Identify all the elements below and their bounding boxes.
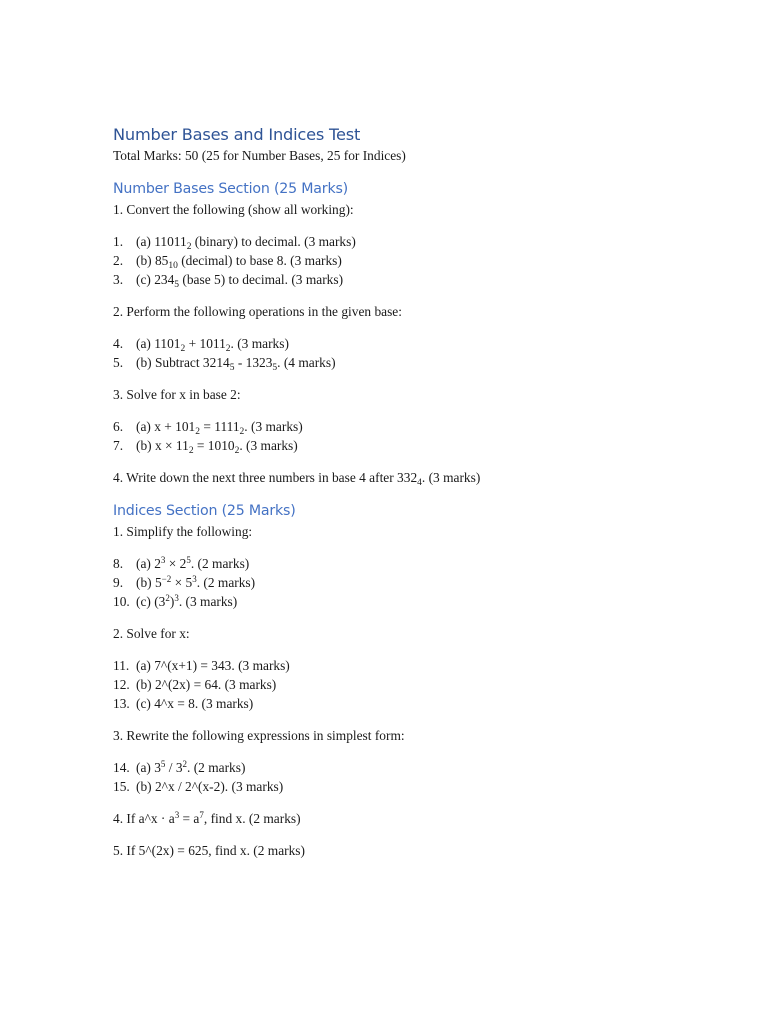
question-item [113, 675, 713, 694]
question-number: 10. [113, 594, 130, 609]
question-number: 7. [113, 438, 124, 453]
question-number: 15. [113, 779, 130, 794]
question-number: 12. [113, 677, 130, 692]
question-text: (b) $5^{-2} \times 5^3$. (2 marks) [136, 574, 256, 590]
question-item [113, 758, 713, 777]
question-prompt: 2. Solve for x: [113, 626, 190, 641]
question-item [113, 334, 713, 353]
question-text: (b) $85_{10}$ (decimal) to base 8. (3 marks) [136, 253, 342, 271]
question-item [113, 573, 713, 592]
question-text: (a) $1101_2 + 1011_2$. (3 marks) [136, 336, 289, 354]
question-item [113, 270, 713, 289]
question-text: (a) $x + 101_2 = 1111_2$. (3 marks) [136, 419, 303, 437]
question-list [113, 232, 713, 289]
question-text: (b) 2^(2x) = 64. (3 marks) [136, 677, 277, 692]
question-list [113, 758, 713, 796]
question-number: 4. [113, 336, 124, 351]
question-prompt: 4. Write down the next three numbers in base 4 after $332_4$. (3 marks) [113, 470, 481, 488]
question-item [113, 694, 713, 713]
question-number: 8. [113, 556, 124, 571]
sections-container [113, 179, 713, 860]
total-marks-line: Total Marks: 50 (25 for Number Bases, 25 for Indices) [113, 148, 406, 163]
question-list [113, 656, 713, 713]
question-text: (a) $3^5 / 3^2$. (2 marks) [136, 759, 246, 775]
question-list [113, 334, 713, 372]
question-prompt: 3. Solve for x in base 2: [113, 387, 241, 402]
question-number: 14. [113, 760, 130, 775]
question-text: (b) $x \times 11_2 = 1010_2$. (3 marks) [136, 438, 298, 456]
question-text: (c) $(3^2)^3$. (3 marks) [136, 593, 238, 609]
question-prompt: 3. Rewrite the following expressions in simplest form: [113, 728, 405, 743]
question-number: 2. [113, 253, 124, 268]
question-text: (a) $11011_2$ (binary) to decimal. (3 marks) [136, 234, 356, 252]
question-text: (b) 2^x / 2^(x-2). (3 marks) [136, 779, 284, 794]
question-prompt: 1. Simplify the following: [113, 524, 253, 539]
question-number: 3. [113, 272, 124, 287]
question-item [113, 777, 713, 796]
question-text: (c) $234_5$ (base 5) to decimal. (3 marks) [136, 272, 344, 290]
question-prompt: 4. If a^x · $a^3 = a^7$, find x. (2 marks) [113, 810, 301, 826]
section-heading: Number Bases Section (25 Marks) [113, 181, 348, 197]
section-heading: Indices Section (25 Marks) [113, 503, 296, 519]
question-number: 5. [113, 355, 124, 370]
question-list [113, 417, 713, 455]
question-text: (a) $2^3 \times 2^5$. (2 marks) [136, 555, 250, 571]
question-item [113, 436, 713, 455]
question-item [113, 592, 713, 611]
question-number: 1. [113, 234, 124, 249]
question-item [113, 353, 713, 372]
question-item [113, 251, 713, 270]
question-text: (b) Subtract $3214_5 - 1323_5$. (4 marks) [136, 355, 336, 373]
question-number: 6. [113, 419, 124, 434]
question-number: 13. [113, 696, 130, 711]
question-text: (c) 4^x = 8. (3 marks) [136, 696, 254, 711]
question-list [113, 554, 713, 611]
question-item [113, 554, 713, 573]
question-prompt: 2. Perform the following operations in the given base: [113, 304, 402, 319]
question-number: 9. [113, 575, 124, 590]
question-prompt: 1. Convert the following (show all working): [113, 202, 354, 217]
question-prompt: 5. If 5^(2x) = 625, find x. (2 marks) [113, 843, 305, 858]
question-item [113, 417, 713, 436]
question-text: (a) 7^(x+1) = 343. (3 marks) [136, 658, 290, 673]
question-item [113, 232, 713, 251]
question-item [113, 656, 713, 675]
document-title: Number Bases and Indices Test [113, 125, 361, 144]
document-content [113, 124, 713, 860]
question-number: 11. [113, 658, 130, 673]
